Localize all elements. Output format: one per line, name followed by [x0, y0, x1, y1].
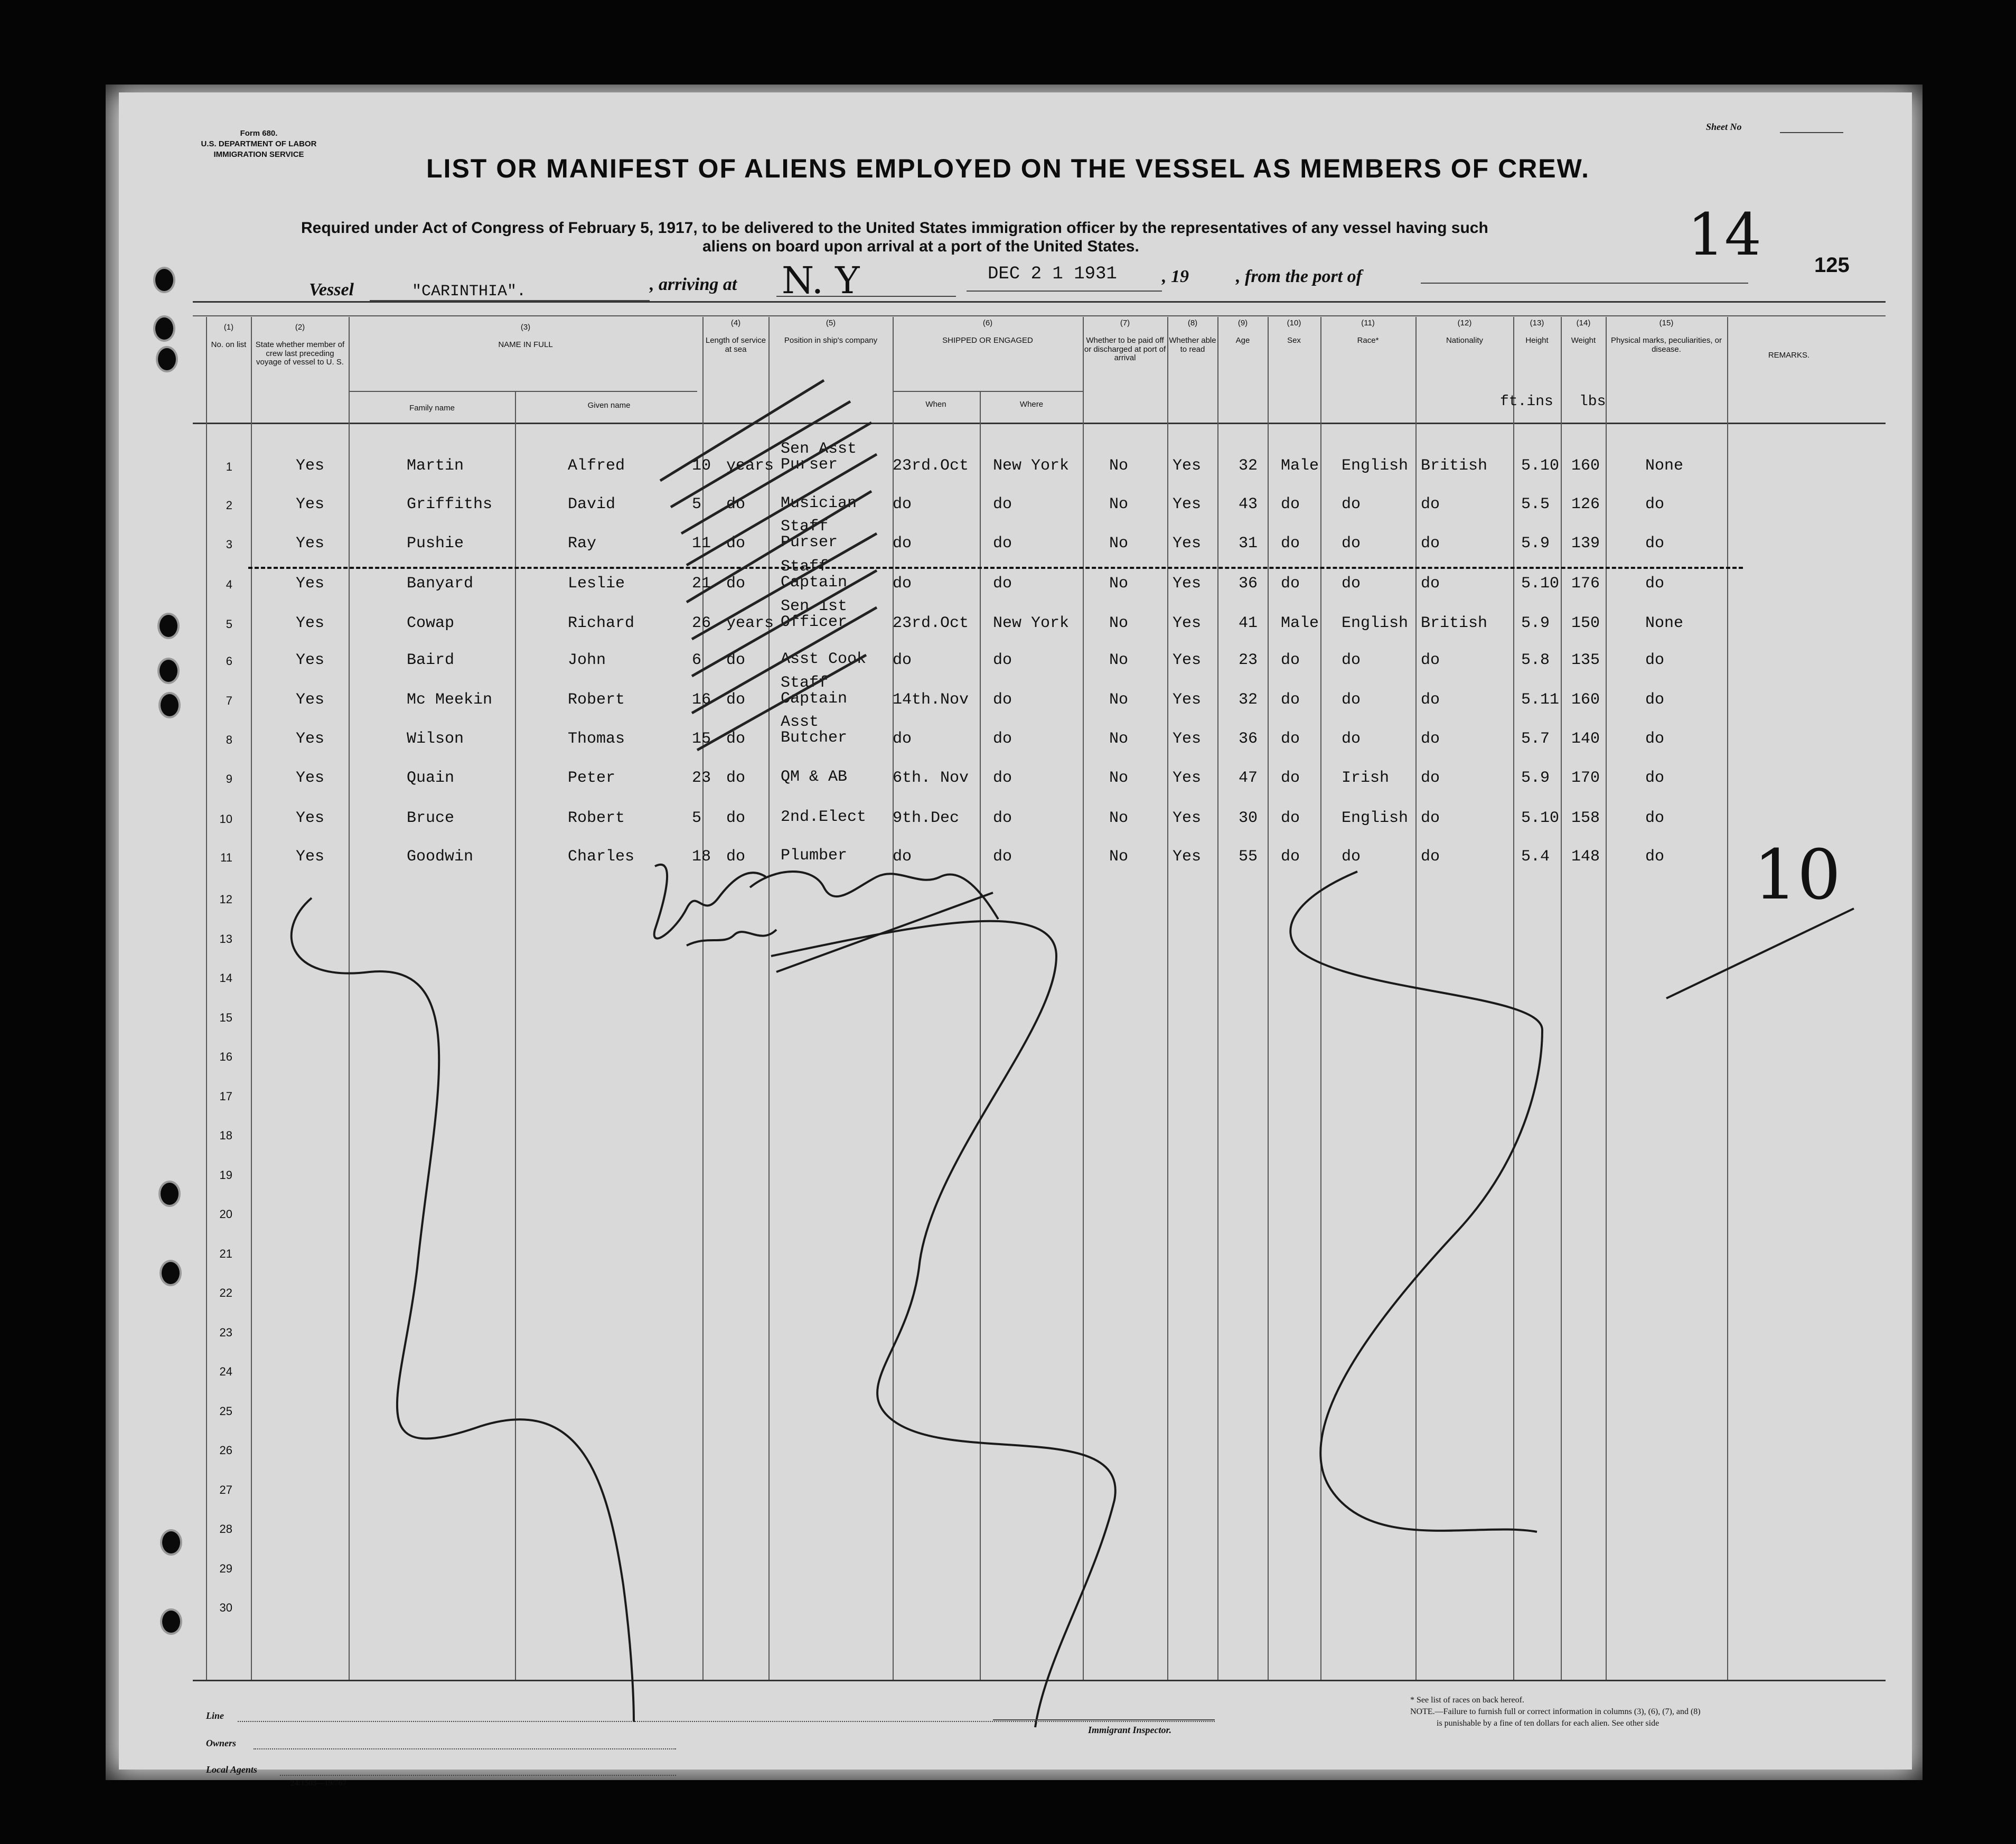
col-title: Nationality	[1446, 336, 1484, 345]
cell-voy: Yes	[296, 848, 325, 866]
cell-ht: 5.10	[1521, 457, 1560, 475]
cell-given: Alfred	[568, 457, 625, 475]
footer-owners-rule	[254, 1748, 676, 1749]
cell-marks: do	[1645, 691, 1665, 709]
col-title: Position in ship's company	[784, 336, 878, 345]
cell-service-unit: do	[726, 848, 746, 866]
fine-note: is punishable by a fine of ten dollars for each alien. See other side	[1437, 1719, 1659, 1728]
cell-service-unit: do	[726, 730, 746, 748]
col-title: Length of service at sea	[705, 336, 766, 354]
cell-marks: do	[1645, 575, 1665, 593]
row-number: 11	[220, 851, 232, 864]
page-number: 125	[1814, 254, 1850, 277]
cell-service: 21	[692, 575, 711, 593]
cell-voy: Yes	[296, 535, 325, 553]
cell-family: Bruce	[407, 809, 455, 827]
cell-sex: do	[1281, 495, 1300, 513]
cell-sex: Male	[1281, 614, 1319, 632]
col-title: Race*	[1357, 336, 1379, 345]
year-label: , 19	[1162, 267, 1189, 286]
cell-nat: do	[1421, 769, 1440, 787]
cell-where: do	[993, 575, 1012, 593]
inspector-label: Immigrant Inspector.	[1088, 1725, 1172, 1735]
empty-row-number: 30	[219, 1601, 232, 1614]
col-number: (1)	[223, 323, 234, 332]
cell-marks: do	[1645, 848, 1665, 866]
cell-paid: No	[1109, 575, 1129, 593]
cell-family: Goodwin	[407, 848, 474, 866]
cell-voy: Yes	[296, 730, 325, 748]
cell-service: 26	[692, 614, 711, 632]
empty-row-number: 23	[219, 1325, 232, 1339]
empty-row-number: 21	[219, 1247, 232, 1260]
cell-sex: do	[1281, 769, 1300, 787]
col-number: (6)	[982, 319, 993, 327]
cell-read: Yes	[1173, 651, 1202, 669]
cell-family: Mc Meekin	[407, 691, 493, 709]
diagonal-tally-mark	[687, 491, 871, 602]
cell-when: do	[893, 848, 912, 866]
cell-service: 15	[692, 730, 711, 748]
col-title: Age	[1235, 336, 1250, 345]
cell-nat: British	[1421, 457, 1488, 475]
handwritten-number-top: 14	[1687, 201, 1761, 268]
cell-where: do	[993, 495, 1012, 513]
cell-service: 5	[692, 495, 702, 513]
cell-when: do	[893, 730, 912, 748]
cell-service: 18	[692, 848, 711, 866]
empty-row-number: 14	[219, 971, 232, 985]
cell-marks: None	[1645, 614, 1684, 632]
cell-age: 41	[1239, 614, 1258, 632]
cell-given: Robert	[568, 809, 625, 827]
cell-service-unit: do	[726, 575, 746, 593]
cell-sex: do	[1281, 651, 1300, 669]
cell-position-line2: Purser	[781, 456, 838, 474]
cell-read: Yes	[1173, 535, 1202, 553]
cell-service: 16	[692, 691, 711, 709]
cell-wt: 135	[1571, 651, 1600, 669]
from-port-label: , from the port of	[1236, 267, 1362, 286]
cell-race: do	[1342, 691, 1361, 709]
cell-voy: Yes	[296, 614, 325, 632]
empty-row-number: 22	[219, 1286, 232, 1299]
cell-service-unit: years	[726, 614, 774, 632]
cell-nat: do	[1421, 730, 1440, 748]
cell-age: 30	[1239, 809, 1258, 827]
inspector-signature	[654, 865, 998, 946]
cell-family: Banyard	[407, 575, 474, 593]
cell-paid: No	[1109, 651, 1129, 669]
empty-row-number: 16	[219, 1050, 232, 1063]
cell-sex: do	[1281, 691, 1300, 709]
cell-family: Cowap	[407, 614, 455, 632]
cell-read: Yes	[1173, 730, 1202, 748]
cell-given: Richard	[568, 614, 635, 632]
cell-voy: Yes	[296, 769, 325, 787]
cell-where: New York	[993, 457, 1070, 475]
cell-position-line1: Staff	[781, 558, 829, 576]
cell-marks: do	[1645, 769, 1665, 787]
cell-family: Baird	[407, 651, 455, 669]
row-number: 2	[226, 499, 232, 512]
cell-nat: do	[1421, 575, 1440, 593]
empty-row-number: 25	[219, 1404, 232, 1418]
cell-position-line1: Sen Asst	[781, 440, 857, 458]
cancellation-squiggle-left	[292, 898, 634, 1722]
cell-position-line1: Sen 1st	[781, 597, 848, 615]
cell-race: English	[1342, 809, 1409, 827]
cell-when: do	[893, 535, 912, 553]
empty-row-number: 28	[219, 1522, 232, 1536]
cell-position-line2: Purser	[781, 533, 838, 551]
cell-ht: 5.9	[1521, 614, 1550, 632]
remarks-header: REMARKS.	[1768, 351, 1810, 360]
cell-voy: Yes	[296, 575, 325, 593]
cell-race: Irish	[1342, 769, 1390, 787]
arriving-label: , arriving at	[650, 275, 737, 294]
cell-read: Yes	[1173, 495, 1202, 513]
cell-position-line2: Asst Cook	[781, 650, 867, 668]
cell-family: Quain	[407, 769, 455, 787]
print-code: 24/1503—19/767	[290, 1779, 346, 1787]
cell-race: English	[1342, 457, 1409, 475]
footer-agents-rule	[280, 1775, 676, 1776]
row-number: 3	[226, 538, 232, 551]
cell-family: Griffiths	[407, 495, 493, 513]
cell-age: 32	[1239, 691, 1258, 709]
cell-race: do	[1342, 730, 1361, 748]
cell-ht: 5.7	[1521, 730, 1550, 748]
cell-sex: do	[1281, 848, 1300, 866]
empty-row-number: 17	[219, 1089, 232, 1103]
vessel-name: "CARINTHIA".	[412, 283, 527, 301]
cell-sex: Male	[1281, 457, 1319, 475]
cell-nat: British	[1421, 614, 1488, 632]
service: IMMIGRATION SERVICE	[213, 150, 304, 159]
cell-when: 14th.Nov	[893, 691, 969, 709]
when-header: When	[925, 400, 946, 409]
cell-age: 23	[1239, 651, 1258, 669]
cell-read: Yes	[1173, 848, 1202, 866]
cell-where: do	[993, 809, 1012, 827]
cell-nat: do	[1421, 651, 1440, 669]
cell-position-line1: Staff	[781, 674, 829, 692]
page-title: LIST OR MANIFEST OF ALIENS EMPLOYED ON THE VESSEL AS MEMBERS OF CREW.	[426, 154, 1590, 183]
cell-position-line2: Musician	[781, 494, 857, 512]
cell-race: do	[1342, 535, 1361, 553]
cell-given: David	[568, 495, 616, 513]
cell-wt: 126	[1571, 495, 1600, 513]
where-header: Where	[1019, 400, 1044, 409]
cell-voy: Yes	[296, 457, 325, 475]
cell-marks: None	[1645, 457, 1684, 475]
date-stamp: DEC 2 1 1931	[988, 264, 1117, 284]
cell-ht: 5.8	[1521, 651, 1550, 669]
col-title: Sex	[1287, 336, 1301, 345]
cell-position-line2: Captain	[781, 690, 848, 708]
cell-race: do	[1342, 848, 1361, 866]
col-title: SHIPPED OR ENGAGED	[942, 336, 1033, 345]
cell-where: New York	[993, 614, 1070, 632]
cell-marks: do	[1645, 730, 1665, 748]
inspector-signature-rule	[993, 1719, 1215, 1720]
cell-voy: Yes	[296, 691, 325, 709]
cell-nat: do	[1421, 848, 1440, 866]
row-number: 4	[226, 578, 232, 591]
cell-sex: do	[1281, 809, 1300, 827]
row-number: 9	[226, 772, 232, 785]
cell-paid: No	[1109, 495, 1129, 513]
cell-nat: do	[1421, 809, 1440, 827]
cell-read: Yes	[1173, 614, 1202, 632]
cell-paid: No	[1109, 730, 1129, 748]
col-number: (15)	[1659, 319, 1674, 327]
cell-nat: do	[1421, 691, 1440, 709]
cell-read: Yes	[1173, 575, 1202, 593]
races-note: * See list of races on back hereof.	[1410, 1696, 1524, 1705]
cell-service-unit: do	[726, 691, 746, 709]
cell-read: Yes	[1173, 769, 1202, 787]
empty-row-number: 19	[219, 1168, 232, 1182]
col-number: (4)	[730, 319, 741, 327]
cell-ht: 5.10	[1521, 575, 1560, 593]
cell-service: 11	[692, 535, 711, 553]
col-title: State whether member of crew last preceding voyage of vessel to U. S.	[255, 340, 345, 367]
cell-when: do	[893, 651, 912, 669]
col-title: Height	[1525, 336, 1549, 345]
col-title: Whether to be paid off or discharged at port of arrival	[1084, 336, 1166, 362]
cell-when: 23rd.Oct	[893, 457, 969, 475]
form-number: Form 680.	[240, 129, 278, 138]
cell-given: Leslie	[568, 575, 625, 593]
cell-service-unit: do	[726, 535, 746, 553]
cell-where: do	[993, 651, 1012, 669]
cell-read: Yes	[1173, 691, 1202, 709]
empty-row-number: 18	[219, 1129, 232, 1142]
col-number: (7)	[1120, 319, 1130, 327]
col-number: (8)	[1187, 319, 1198, 327]
cell-service-unit: do	[726, 651, 746, 669]
cell-position-line2: Officer	[781, 613, 848, 631]
col-number: (12)	[1457, 319, 1472, 327]
handwritten-number-right: 10	[1754, 835, 1841, 915]
cell-service-unit: years	[726, 457, 774, 475]
cell-voy: Yes	[296, 495, 325, 513]
cell-wt: 160	[1571, 691, 1600, 709]
cell-ht: 5.9	[1521, 769, 1550, 787]
col-number: (3)	[520, 323, 531, 332]
cell-nat: do	[1421, 535, 1440, 553]
cell-paid: No	[1109, 614, 1129, 632]
empty-row-number: 12	[219, 893, 232, 906]
cell-wt: 176	[1571, 575, 1600, 593]
cell-service: 23	[692, 769, 711, 787]
cell-marks: do	[1645, 809, 1665, 827]
cell-ht: 5.4	[1521, 848, 1550, 866]
cell-when: 6th. Nov	[893, 769, 969, 787]
col-title: NAME IN FULL	[498, 340, 553, 349]
empty-row-number: 29	[219, 1561, 232, 1575]
col-title: Whether able to read	[1169, 336, 1216, 354]
empty-row-number: 13	[219, 932, 232, 946]
col-number: (2)	[295, 323, 305, 332]
cell-age: 36	[1239, 730, 1258, 748]
cell-when: do	[893, 495, 912, 513]
col-title: Physical marks, peculiarities, or disease.	[1610, 336, 1722, 354]
cell-service-unit: do	[726, 495, 746, 513]
cell-marks: do	[1645, 495, 1665, 513]
cell-marks: do	[1645, 651, 1665, 669]
diagonal-slash-mark	[1666, 909, 1854, 998]
col-title: Weight	[1571, 336, 1596, 345]
cell-position-line2: Butcher	[781, 729, 848, 747]
row-number: 10	[219, 812, 232, 826]
cell-when: 23rd.Oct	[893, 614, 969, 632]
footer-owners-label: Owners	[206, 1738, 237, 1748]
cell-nat: do	[1421, 495, 1440, 513]
cell-age: 55	[1239, 848, 1258, 866]
cell-service-unit: do	[726, 809, 746, 827]
cell-race: do	[1342, 495, 1361, 513]
cell-wt: 160	[1571, 457, 1600, 475]
col-number: (10)	[1287, 319, 1301, 327]
col-number: (14)	[1576, 319, 1591, 327]
cell-ht: 5.9	[1521, 535, 1550, 553]
cell-where: do	[993, 535, 1012, 553]
cell-position-line2: 2nd.Elect	[781, 808, 867, 826]
cell-sex: do	[1281, 535, 1300, 553]
cell-wt: 150	[1571, 614, 1600, 632]
col-number: (11)	[1361, 319, 1375, 327]
cell-age: 32	[1239, 457, 1258, 475]
failure-note: NOTE.—Failure to furnish full or correct information in columns (3), (6), (7), and (8)	[1410, 1707, 1701, 1716]
diagonal-tally-mark	[697, 655, 866, 750]
given-name-header: Given name	[587, 401, 631, 410]
footer-line-label: Line	[206, 1710, 224, 1721]
vessel-label: Vessel	[309, 280, 354, 299]
footer-line-rule	[238, 1721, 1215, 1722]
cell-family: Pushie	[407, 535, 464, 553]
sheet-number-label: Sheet No	[1706, 121, 1742, 132]
cell-voy: Yes	[296, 651, 325, 669]
row-number: 6	[226, 654, 232, 668]
cell-service-unit: do	[726, 769, 746, 787]
col-title: No. on list	[211, 340, 247, 349]
cell-position-line1: Staff	[781, 518, 829, 536]
cell-paid: No	[1109, 809, 1129, 827]
cell-paid: No	[1109, 769, 1129, 787]
empty-row-number: 15	[219, 1010, 232, 1024]
cell-age: 31	[1239, 535, 1258, 553]
cell-where: do	[993, 691, 1012, 709]
weight-unit: lbs	[1579, 394, 1606, 410]
diagonal-tally-mark	[671, 401, 850, 507]
row-number: 1	[226, 460, 232, 473]
cancellation-squiggle-right	[1290, 872, 1542, 1532]
col-number: (13)	[1530, 319, 1544, 327]
cell-race: do	[1342, 651, 1361, 669]
empty-row-number: 24	[219, 1365, 232, 1378]
col-number: (9)	[1237, 319, 1248, 327]
cell-read: Yes	[1173, 457, 1202, 475]
footer-agents-label: Local Agents	[206, 1764, 257, 1775]
cell-paid: No	[1109, 457, 1129, 475]
cell-family: Martin	[407, 457, 464, 475]
row-number: 7	[226, 694, 232, 707]
cancellation-squiggle-middle	[771, 921, 1115, 1727]
empty-row-number: 27	[219, 1483, 232, 1496]
cell-service: 10	[692, 457, 711, 475]
cell-wt: 170	[1571, 769, 1600, 787]
cell-given: Peter	[568, 769, 616, 787]
cell-when: 9th.Dec	[893, 809, 960, 827]
cell-age: 47	[1239, 769, 1258, 787]
cell-where: do	[993, 769, 1012, 787]
checkmark-mark	[776, 893, 993, 972]
cell-wt: 158	[1571, 809, 1600, 827]
cell-ht: 5.11	[1521, 691, 1560, 709]
cell-position-line2: Captain	[781, 574, 848, 592]
cell-service: 5	[692, 809, 702, 827]
col-number: (5)	[826, 319, 836, 327]
cell-given: Ray	[568, 535, 597, 553]
cell-position-line2: QM & AB	[781, 768, 848, 786]
cell-read: Yes	[1173, 809, 1202, 827]
cell-wt: 140	[1571, 730, 1600, 748]
cell-race: English	[1342, 614, 1409, 632]
cell-where: do	[993, 730, 1012, 748]
cell-voy: Yes	[296, 809, 325, 827]
department: U.S. DEPARTMENT OF LABOR	[201, 139, 317, 148]
cell-given: Charles	[568, 848, 635, 866]
empty-row-number: 20	[219, 1208, 232, 1221]
subtitle-line2: aliens on board upon arrival at a port of the United States.	[702, 238, 1139, 255]
row-number: 5	[226, 617, 232, 631]
cell-ht: 5.5	[1521, 495, 1550, 513]
row-number: 8	[226, 733, 232, 746]
subtitle-line1: Required under Act of Congress of February 5, 1917, to be delivered to the United States immigration officer by the representatives of any vessel having such	[301, 219, 1488, 237]
empty-row-number: 26	[219, 1444, 232, 1457]
cell-given: Robert	[568, 691, 625, 709]
cell-paid: No	[1109, 535, 1129, 553]
cell-given: Thomas	[568, 730, 625, 748]
cell-given: John	[568, 651, 606, 669]
cell-position-line1: Asst	[781, 713, 819, 731]
diagonal-tally-mark	[681, 423, 871, 533]
cell-ht: 5.10	[1521, 809, 1560, 827]
height-unit: ft.ins	[1500, 394, 1553, 410]
cell-age: 36	[1239, 575, 1258, 593]
cell-age: 43	[1239, 495, 1258, 513]
cell-wt: 139	[1571, 535, 1600, 553]
cell-marks: do	[1645, 535, 1665, 553]
cell-service: 6	[692, 651, 702, 669]
cell-sex: do	[1281, 575, 1300, 593]
arriving-port: N. Y	[782, 259, 860, 302]
cell-position-line2: Plumber	[781, 847, 848, 865]
cell-paid: No	[1109, 848, 1129, 866]
cell-paid: No	[1109, 691, 1129, 709]
cell-where: do	[993, 848, 1012, 866]
family-name-header: Family name	[409, 404, 455, 413]
cell-sex: do	[1281, 730, 1300, 748]
cell-race: do	[1342, 575, 1361, 593]
cell-when: do	[893, 575, 912, 593]
cell-wt: 148	[1571, 848, 1600, 866]
cell-family: Wilson	[407, 730, 464, 748]
